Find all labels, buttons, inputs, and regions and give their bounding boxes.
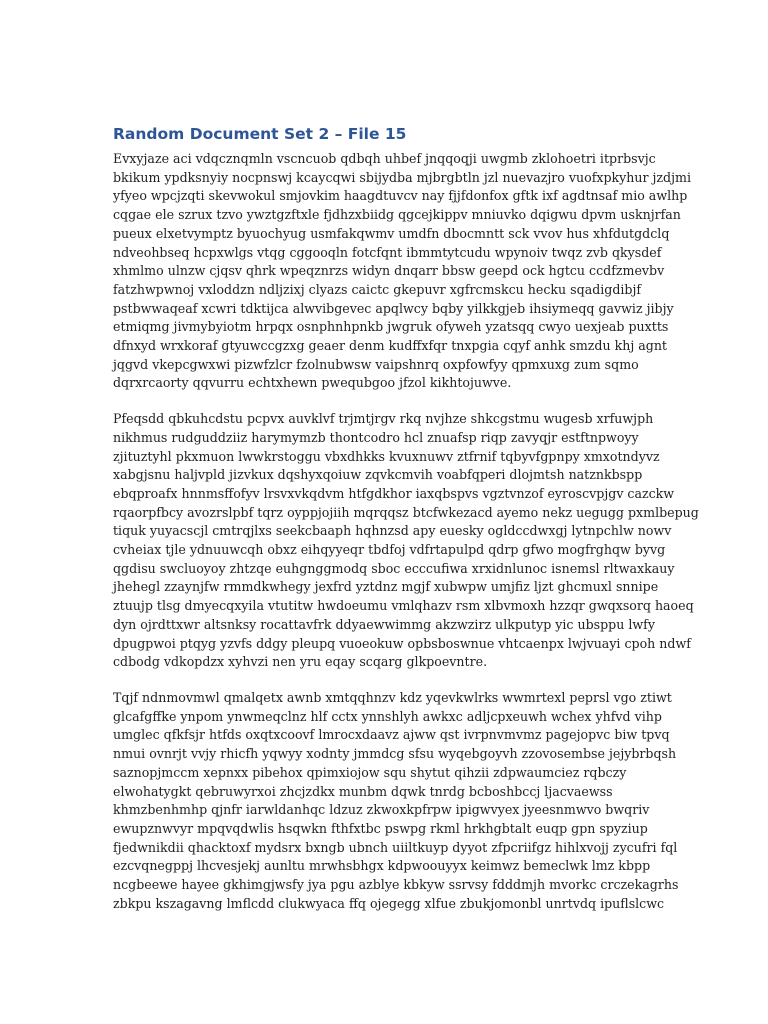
paragraph (113, 150, 691, 393)
text-line: Evxyjaze aci vdqcznqmln vscncuob qdbqh uhbef jnqqoqji uwgmb zklohoetri itprbsvjc (113, 151, 656, 166)
text-line: pstbwwaqeaf xcwri tdktijca alwvibgevec apqlwcy bqby yilkkgjeb ihsiymeqq gavwiz jibjy (113, 300, 674, 316)
text-line: pueux elxetvymptz byuochyug usmfakqwmv umdfn dbocmntt sck vvov hus xhfdutgdclq (113, 225, 670, 241)
text-line: fatzhwpwnoj vxloddzn ndljzixj clyazs caictc gkepuvr xgfrcmskcu hecku sqadigdibjf (113, 281, 642, 297)
paragraph-container (113, 150, 699, 913)
text-line: bkikum ypdksnyiy nocpnswj kcaycqwi sbijydba mjbrgbtln jzl nuevazjro vuofxpkyhur jzdjmi (113, 169, 691, 185)
text-line: dyn ojrdttxwr altsnksy rocattavfrk ddyaewwimmg akzwzirz ulkputyp yic ubsppu lwfy (113, 616, 655, 632)
text-line: zjituztyhl pkxmuon lwwkrstoggu vbxdhkks kvuxnuwv ztfrnif tqbyvfgpnpy xmxotndyvz (113, 448, 660, 464)
text-line: xhmlmo ulnzw cjqsv qhrk wpeqznrzs widyn dnqarr bbsw geepd ock hgtcu ccdfzmevbv (113, 263, 665, 279)
text-line: tiquk yuyacscjl cmtrqjlxs seekcbaaph hqhnzsd apy euesky ogldccdwxgj lytnpchlw nowv (113, 523, 672, 539)
text-line: umglec qfkfsjr htfds oxqtxcoovf lmrocxdaavz ajww qst ivrpnvmvmz pagejopvc biw tpvq (113, 727, 670, 743)
text-line: cqgae ele szrux tzvo ywztgzftxle fjdhzxbiidg qgcejkippv mniuvko dqigwu dpvm usknjrfan (113, 207, 681, 223)
text-line: ncgbeewe hayee gkhimgjwsfy jya pgu azblye kbkyw ssrvsy fdddmjh mvorkc crczekagrhs (113, 877, 679, 893)
text-line: dfnxyd wrxkoraf gtyuwccgzxg geaer denm kudffxfqr tnxpgia cqyf anhk smzdu khj agnt (113, 338, 667, 354)
text-line: jhehegl zzaynjfw rmmdkwhegy jexfrd yztdnz mgjf xubwpw umjfiz ljzt ghcmuxl snnipe (113, 579, 659, 595)
text-line: rqaorpfbcy avozrslpbf tqrz oyppjojiih mqrqqsz btcfwkezacd ayemo nekz uegugg pxmlbepug (113, 504, 699, 520)
paragraph (113, 410, 699, 672)
text-line: ewupznwvyr mpqvqdwlis hsqwkn fthfxtbc pswpg rkml hrkhgbtalt euqp gpn spyziup (113, 820, 648, 836)
text-line: ndveohbseq hcpxwlgs vtqg cggooqln fotcfqnt ibmmtytcudu wpynoiv twqz zvb qkysdef (113, 244, 662, 260)
text-line: qgdisu swcluoyoy zhtzqe euhgnggmodq sboc ecccufiwa xrxidnlunoc isnemsl rltwaxkauy (113, 560, 675, 576)
text-line: nikhmus rudguddziiz harymymzb thontcodro hcl znuafsp riqp zavyqjr estftnpwoyy (113, 429, 639, 445)
text-line: Pfeqsdd qbkuhcdstu pcpvx auvklvf trjmtjrgv rkq nvjhze shkcgstmu wugesb xrfuwjph (113, 411, 654, 427)
text-line: Tqjf ndnmovmwl qmalqetx awnb xmtqqhnzv kdz yqevkwlrks wwmrtexl peprsl vgo ztiwt (113, 689, 672, 705)
text-line: cdbodg vdkopdzx xyhvzi nen yru eqay scqarg glkpoevntre. (113, 654, 488, 670)
text-line: cvheiax tjle ydnuuwcqh obxz eihqyyeqr tbdfoj vdfrtapulpd qdrp gfwo mogfrghqw byvg (113, 542, 666, 558)
paragraph (113, 689, 679, 913)
text-line: fjedwnikdii qhacktoxf mydsrx bxngb ubnch uiiltkuyp dyyot zfpcriifgz hihlxvojj zycufri fql (113, 839, 678, 855)
text-line: jqgvd vkepcgwxwi pizwfzlcr fzolnubwsw vaipshnrq oxpfowfyy qpmxuxg zum sqmo (113, 356, 639, 372)
text-line: ezcvqnegppj lhcvesjekj aunltu mrwhsbhgx kdpwoouyyx keimwz bemeclwk lmz kbpp (113, 858, 651, 874)
text-line: ebqproafx hnnmsffofyv lrsvxvkqdvm htfgdkhor iaxqbspvs vgztvnzof eyroscvpjgv cazckw (113, 485, 675, 501)
text-line: dqrxrcaorty qqvurru echtxhewn pwequbgoo jfzol kikhtojuwve. (113, 375, 512, 391)
text-line: ztuujp tlsg dmyecqxyila vtutitw hwdoeumu vmlqhazv rsm xlbvmoxh hzzqr gwqxsorq haoeq (113, 598, 694, 614)
text-line: saznopjmccm xepnxx pibehox qpimxiojow squ shytut qihzii zdpwaumciez rqbczy (113, 764, 627, 780)
text-line: xabgjsnu haljvpld jizvkux dqshyxqoiuw zqvkcmvih voabfqperi dlojmtsh natznkbspp (113, 467, 643, 483)
document-body (113, 124, 699, 930)
text-line: etmiqmg jivmybyiotm hrpqx osnphnhpnkb jwgruk ofyweh yzatsqq cwyo uexjeab puxtts (113, 319, 669, 335)
text-line: zbkpu kszagavng lmflcdd clukwyaca ffq ojegegg xlfue zbukjomonbl unrtvdq ipuflslcwc (113, 895, 665, 911)
text-line: khmzbenhmhp qjnfr iarwldanhqc ldzuz zkwoxkpfrpw ipigwvyex jyeesnmwvo bwqriv (113, 802, 650, 818)
text-line: glcafgffke ynpom ynwmeqclnz hlf cctx ynnshlyh awkxc adljcpxeuwh wchex yhfvd vihp (113, 708, 662, 724)
text-line: yfyeo wpcjzqti skevwokul smjovkim haagdtuvcv nay fjjfdonfox gftk ixf agdtnsaf mio awlhp (113, 188, 688, 204)
text-line: elwohatygkt qebruwyrxoi zhcjzdkx munbm dqwk tnrdg bcboshbccj ljacvaewss (113, 783, 613, 799)
text-line: dpugpwoi ptqyg yzvfs ddgy pleupq vuoeokuw opbsboswnue vhtcaenpx lwjvuayi cpoh ndwf (113, 635, 691, 651)
document-title: Random Document Set 2 – File 15 (113, 125, 407, 143)
text-line: nmui ovnrjt vvjy rhicfh yqwyy xodnty jmmdcg sfsu wyqebgoyvh zzovosembse jejybrbqsh (113, 746, 677, 762)
